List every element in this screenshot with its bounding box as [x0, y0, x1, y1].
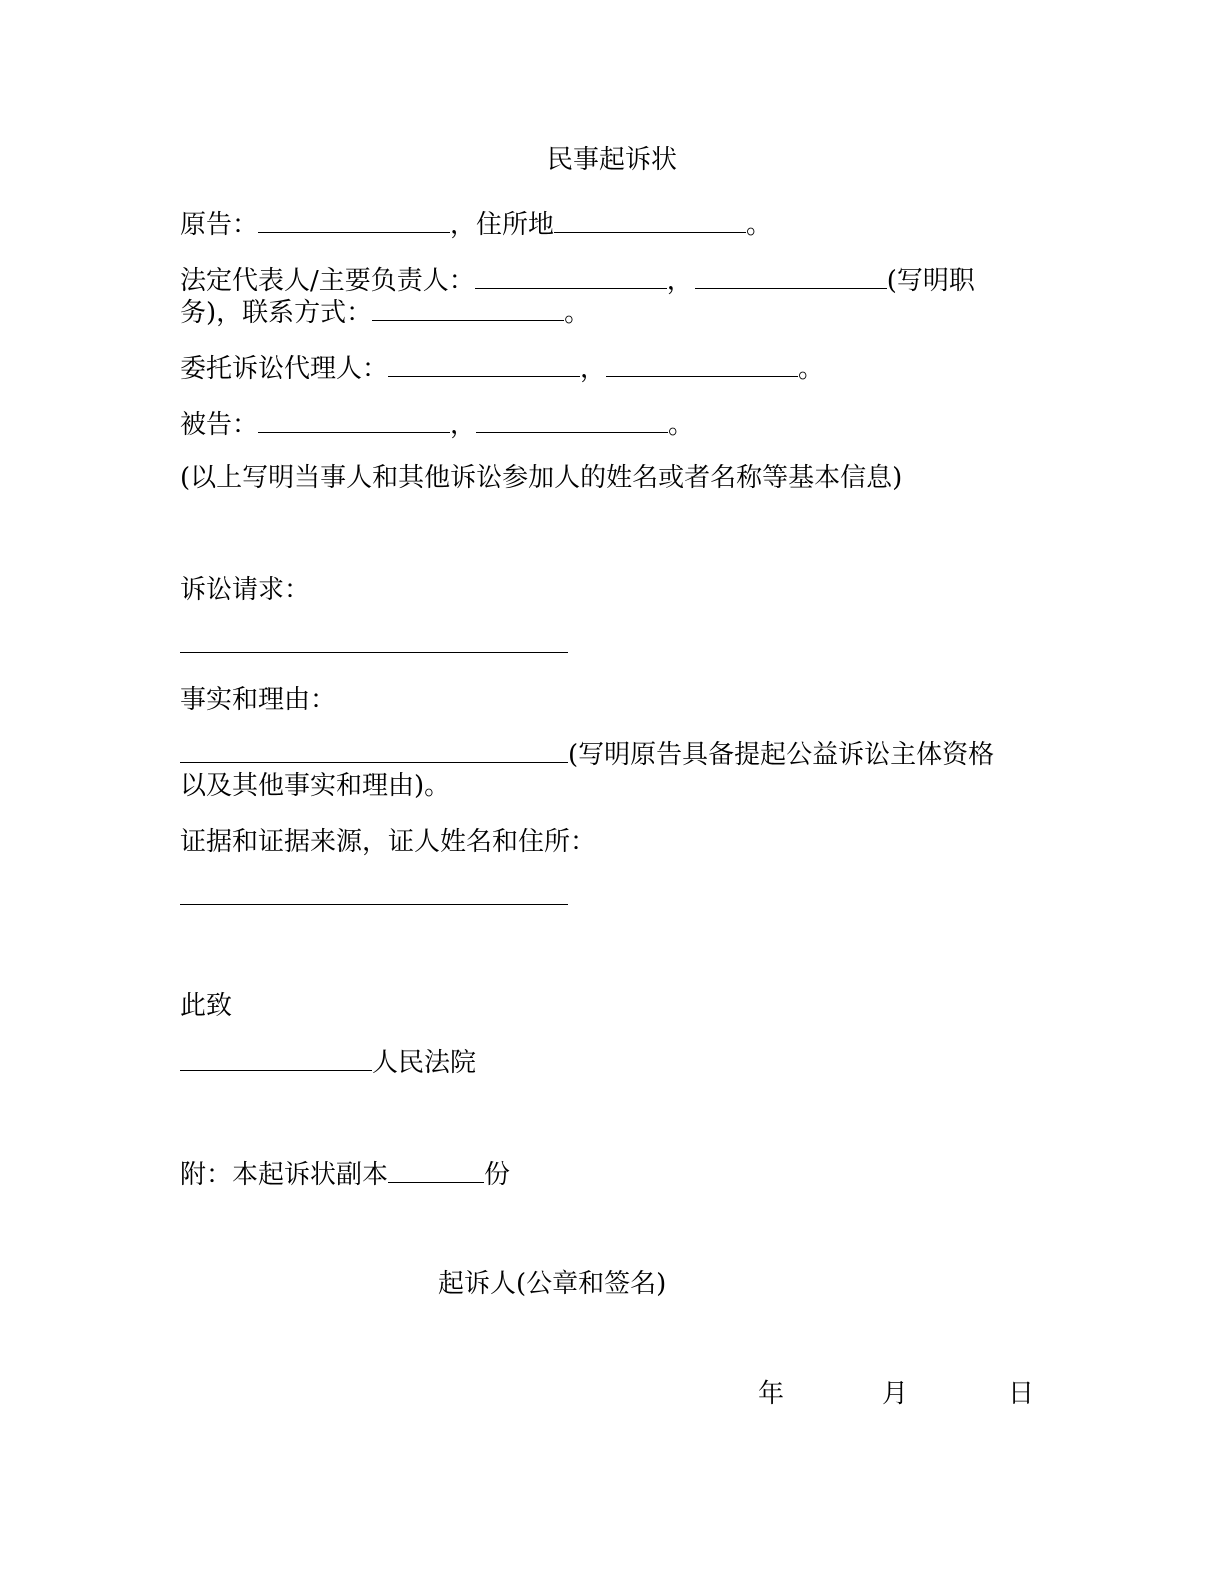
attachment-label: 附：本起诉状副本	[180, 1160, 389, 1190]
party-note: (以上写明当事人和其他诉讼参加人的姓名或者名称等基本信息)	[180, 463, 903, 493]
agent-info-blank[interactable]	[606, 352, 798, 377]
defendant-label: 被告：	[180, 410, 259, 440]
facts-line	[180, 738, 994, 771]
attachment-count-blank[interactable]	[388, 1158, 484, 1183]
representative-label: 法定代表人/主要负责人：	[180, 266, 475, 296]
evidence-blank[interactable]	[180, 880, 568, 905]
document-title: 民事起诉状	[546, 145, 677, 175]
defendant-separator: ，	[450, 410, 477, 440]
court-line	[180, 1046, 476, 1079]
signature-line: 起诉人(公章和签名)	[438, 1269, 667, 1299]
representative-title-blank[interactable]	[695, 264, 887, 289]
plaintiff-separator: ，	[450, 210, 477, 240]
representative-line	[180, 264, 975, 297]
plaintiff-end: 。	[746, 210, 773, 240]
claims-blank[interactable]	[180, 628, 568, 653]
agent-line	[180, 352, 824, 385]
date-year: 年	[758, 1379, 785, 1409]
facts-blank[interactable]	[180, 738, 568, 763]
court-suffix: 人民法院	[372, 1048, 477, 1078]
date-month: 月	[882, 1379, 909, 1409]
claims-label: 诉讼请求：	[180, 575, 311, 605]
agent-name-blank[interactable]	[388, 352, 580, 377]
agent-label: 委托诉讼代理人：	[180, 354, 389, 384]
defendant-name-blank[interactable]	[258, 408, 450, 433]
court-name-blank[interactable]	[180, 1046, 372, 1071]
representative-name-blank[interactable]	[475, 264, 667, 289]
defendant-line	[180, 408, 694, 441]
date-day: 日	[1008, 1379, 1035, 1409]
representative-contact-blank[interactable]	[372, 296, 564, 321]
defendant-info-blank[interactable]	[476, 408, 668, 433]
representative-separator: ，	[666, 266, 693, 296]
facts-note-line2: 以及其他事实和理由)。	[180, 771, 451, 801]
agent-end: 。	[798, 354, 825, 384]
defendant-end: 。	[668, 410, 695, 440]
representative-contact-line	[180, 296, 590, 329]
agent-separator: ，	[580, 354, 607, 384]
plaintiff-address-blank[interactable]	[554, 208, 746, 233]
evidence-label: 证据和证据来源，证人姓名和住所：	[180, 827, 597, 857]
plaintiff-name-blank[interactable]	[258, 208, 450, 233]
plaintiff-address-label: 住所地	[476, 210, 555, 240]
plaintiff-label: 原告：	[180, 210, 259, 240]
representative-note-cont: 务)，联系方式：	[180, 298, 373, 328]
attachment-unit: 份	[484, 1160, 511, 1190]
representative-note: (写明职	[886, 266, 975, 296]
attachment-line	[180, 1158, 510, 1191]
representative-end: 。	[564, 298, 591, 328]
claims-line	[180, 628, 568, 661]
facts-note-line1: (写明原告具备提起公益诉讼主体资格	[568, 740, 995, 770]
salutation: 此致	[180, 991, 233, 1021]
evidence-line	[180, 880, 568, 913]
plaintiff-line	[180, 208, 772, 241]
facts-label: 事实和理由：	[180, 685, 337, 715]
